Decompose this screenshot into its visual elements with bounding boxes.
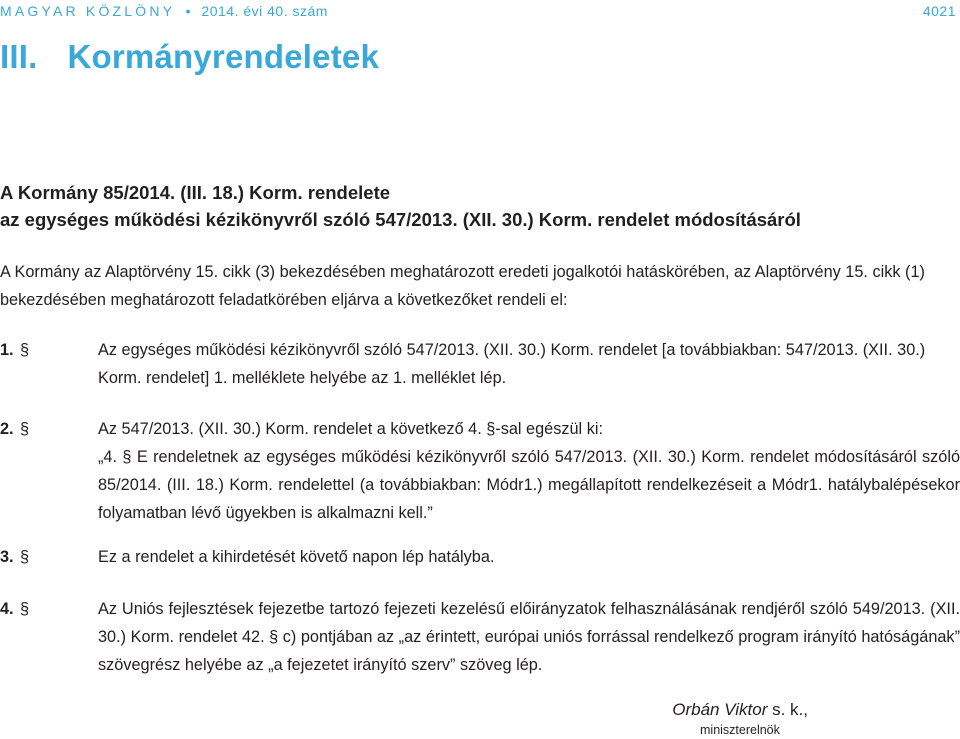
decree-title-line1: A Kormány 85/2014. (III. 18.) Korm. rendelete [0,182,391,203]
section-1 [0,336,960,392]
section-quote: „4. § E rendeletnek az egységes működési kézikönyvről szóló 547/2013. (XII. 30.) Korm. rendelet módosításáról szóló 85/2014. (III. 18.) Korm. rendelettel (a továbbiakban: Módr1.) megállapított rendelkezéseit a Módr1. hatálybalépésekor folyamatban lévő ügyekben is alkalmazni kell.” [98,448,960,522]
section-sign: § [20,600,30,618]
signature-suffix: s. k., [767,700,808,719]
section-3 [0,543,960,571]
decree-title-line2: az egységes működési kézikönyvről szóló 547/2013. (XII. 30.) Korm. rendelet módosításáról [0,209,801,230]
section-2 [0,415,960,527]
page-number: 4021 [922,3,956,19]
publication-name: MAGYAR KÖZLÖNY [0,3,176,19]
decree-title [0,179,960,233]
header-left [0,3,328,19]
section-sign: § [20,548,30,566]
preamble: A Kormány az Alaptörvény 15. cikk (3) bekezdésében meghatározott eredeti jogalkotói hatáskörében, az Alaptörvény 15. cikk (1) bekezdésében meghatározott feladatkörében eljárva a következőket rendeli el: [0,263,925,309]
part-numeral: III. [0,38,38,75]
signatory-name: Orbán Viktor [672,700,768,719]
issue-label: 2014. évi 40. szám [201,3,328,19]
page-header [0,0,960,22]
section-sign: § [20,420,30,438]
section-number: 1. [0,341,14,359]
signatory-role: miniszterelnök [700,723,780,737]
part-title [0,38,379,76]
section-4 [0,595,960,679]
signature [672,700,808,720]
section-number: 3. [0,548,14,566]
section-text: Ez a rendelet a kihirdetését követő napon lép hatályba. [98,548,495,566]
header-separator: • [185,3,192,19]
section-sign: § [20,341,30,359]
section-text: Az egységes működési kézikönyvről szóló 547/2013. (XII. 30.) Korm. rendelet [a továbbiakban: 547/2013. (XII. 30.) Korm. rendelet] 1. melléklete helyébe az 1. melléklet lép. [98,341,926,387]
part-name: Kormányrendeletek [67,38,380,75]
section-number: 2. [0,420,14,438]
section-number: 4. [0,600,14,618]
section-text: Az 547/2013. (XII. 30.) Korm. rendelet a következő 4. §-sal egészül ki: [98,420,603,438]
section-text: Az Uniós fejlesztések fejezetbe tartozó fejezeti kezelésű előirányzatok felhasználásának rendjéről szóló 549/2013. (XII. 30.) Korm. rendelet 42. § c) pontjában az „az érintett, európai uniós forrással rendelkező program irányító hatóságának” szövegrész helyébe az „a fejezetet irányító szerv” szöveg lép. [98,600,960,674]
